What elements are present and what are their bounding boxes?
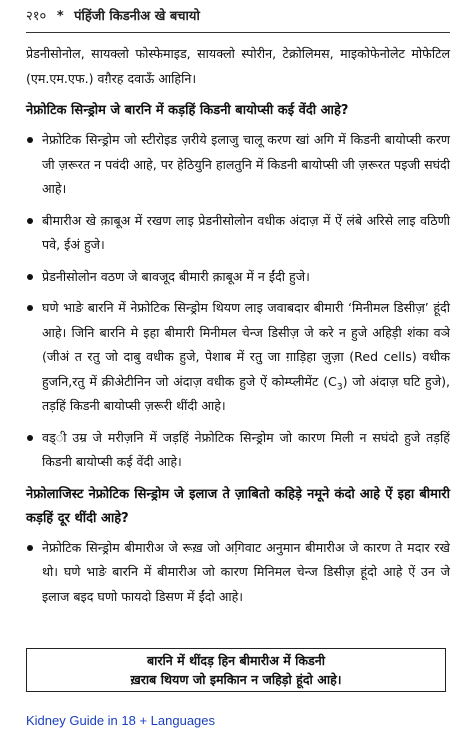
list-item: वड्ी उम्र जे मरीज़नि में जड़हिं नेफ्रोटिक सिन्ड्रोम जो कारण मिली न सघंदो हुजे तड़हिं किडनी बायोप्सी कई वेंदी आहे। bbox=[26, 426, 450, 475]
list-item: नेफ्रोटिक सिन्ड्रोम जो स्टीरोइड ज़रीये इलाजु चालू करण खां अगि में किडनी बायोप्सी करण जी ज़रूरत न पवंदी आहे, पर हेठियुनि हालतुनि में किडनी बायोप्सी जी ज़रूरत पइजी सघंदी आहे। bbox=[26, 128, 450, 202]
section-heading-biopsy: नेफ्रोटिक सिन्ड्रोम जे बारनि में कड़हिं किडनी बायोप्सी कई वेंदी आहे? bbox=[26, 103, 349, 118]
callout-line-1: बारनि में थींदड़ हिन बीमारीअ में किडनी bbox=[146, 653, 326, 668]
list-item-text-tail: ) जो अंदाज़ घटि हुजे), तड़हिं किडनी बायोप्सी ज़रूरी थींदी आहे। bbox=[42, 373, 450, 413]
list-item: नेफ्रोटिक सिन्ड्रोम बीमारीअ जे रूख़ जो अगि़वाट अनुमान बीमारीअ जे कारण ते मदार रखे थो। घणे भाङे बारनि में बीमारीअ जो कारण मिनिमल चेन्ज डिसीज़ हूंदो आहे ऐं उन जे इलाज बइद घणो फायदो डिसण में ईंदो आहे। bbox=[26, 536, 450, 610]
book-title: पंहिंजी किडनीअ खे बचायो bbox=[74, 9, 200, 24]
star-separator: * bbox=[56, 9, 64, 24]
subscript: 3 bbox=[336, 382, 343, 393]
list-item-text: घणे भाङे बारनि में नेफ्रोटिक सिन्ड्रोम थियण लाइ जवाबदार बीमारी ‘मिनीमल डिसीज़’ हूंदी आहे। जिनि बारनि मे इहा बीमारी मिनीमल चेन्ज डिसीज़ जे करे न हुजे अहिड़ी शंका वञे (जीअं त रतु जो दाबु वधीक हुजे, पेशाब में रतु जा ग़ाड़िहा ज़ुज़ा (Red cells) वधीक हुजनि,रतु में क्रीअेटीनिन जो अंदाज़ वधीक हुजे ऐं कोम्प्लीमेंट (C bbox=[42, 300, 450, 389]
list-item: बीमारीअ खे क़ाबूअ में रखण लाइ प्रेडनीसोलोन वधीक अंदाज़ में ऐं लंबे अरिसे लाइ वठिणी पवे, ईअं हुजे। bbox=[26, 209, 450, 258]
intro-paragraph: प्रेडनीसोनोल, सायक्लो फोस्फेमाइड, सायक्लो स्पोरीन, टेक्रोलिमस, माइकोफेनोलेट मोफेटिल (एम.एम.एफ.) वग़ैरह दवाऊँ आहिनि। bbox=[26, 46, 450, 86]
list-item: प्रेडनीसोलोन वठण जे बावजूद बीमारी क़ाबूअ में न ईंदी हुजे। bbox=[26, 265, 450, 290]
section-heading-treatment: नेफ्रोलाजिस्ट नेफ्रोटिक सिन्ड्रोम जे इलाज ते ज़ाबितो कहिड़े नमूने कंदो आहे ऐं इहा बीमारी कड़हिं दूर थींदी आहे? bbox=[26, 486, 450, 526]
footer-text: Kidney Guide in 18 + Languages bbox=[26, 713, 216, 728]
treatment-bullet-list bbox=[26, 536, 450, 610]
callout-box bbox=[26, 648, 446, 692]
list-item bbox=[26, 296, 450, 419]
biopsy-bullet-list bbox=[26, 128, 450, 475]
header-rule bbox=[26, 32, 450, 33]
body-text bbox=[26, 42, 450, 616]
page-number: २१० bbox=[26, 9, 47, 24]
running-header bbox=[26, 8, 456, 26]
callout-line-2: ख़राब थियण जो इमकिान न जहिड़ो हूंदो आहे। bbox=[130, 672, 342, 687]
